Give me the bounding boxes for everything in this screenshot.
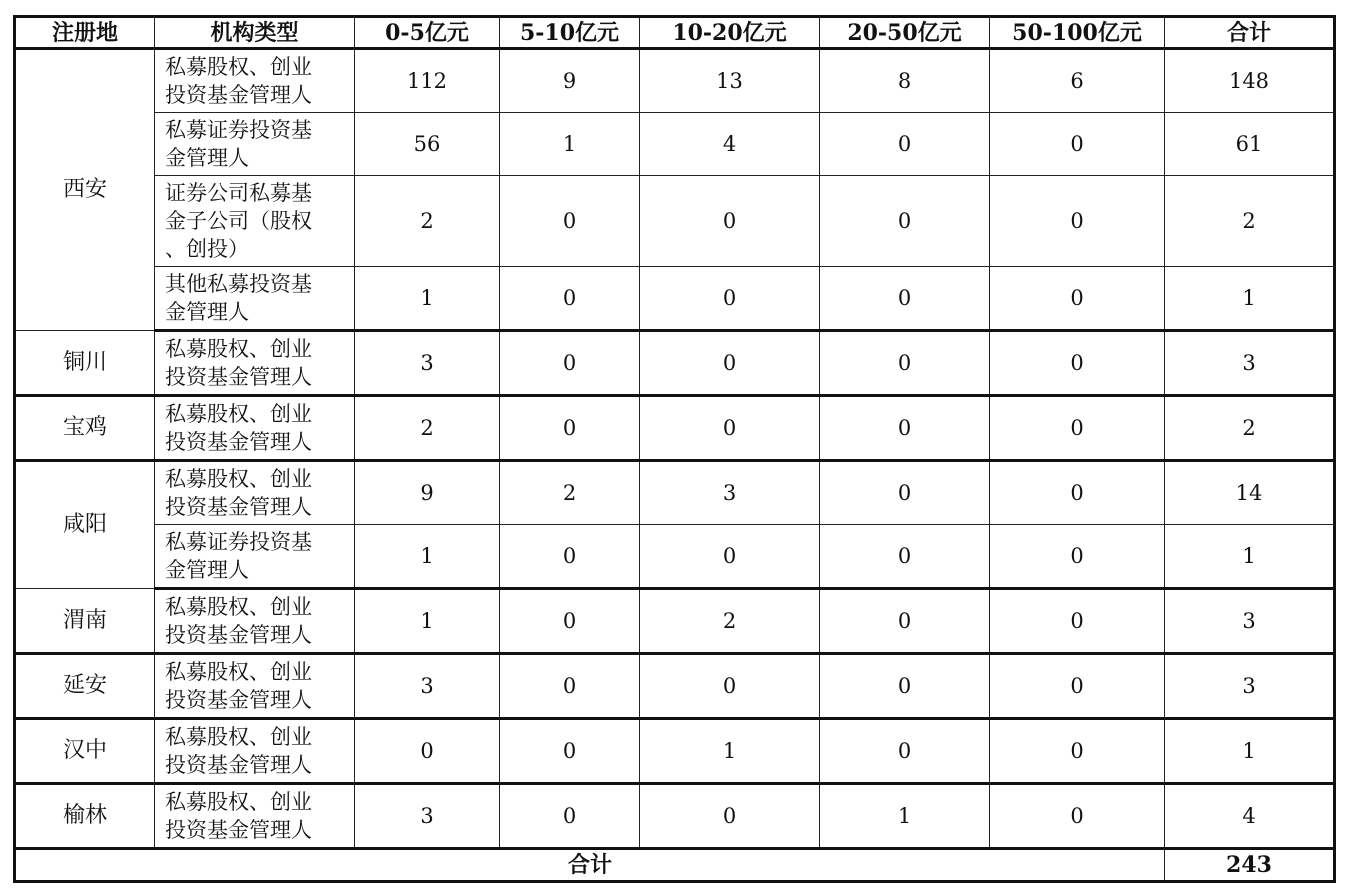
value-cell: 1 [355,267,500,331]
row-total-cell: 3 [1165,654,1335,719]
region-cell: 宝鸡 [15,396,155,461]
value-cell: 1 [355,525,500,589]
table-row [15,654,1335,719]
value-cell: 0 [820,654,990,719]
region-cell: 延安 [15,654,155,719]
value-cell: 0 [640,525,820,589]
header-total: 合计 [1165,17,1335,49]
header-type: 机构类型 [155,17,355,49]
value-cell: 0 [820,719,990,784]
value-cell: 112 [355,49,500,113]
table-row [15,267,1335,331]
header-region: 注册地 [15,17,155,49]
value-cell: 0 [355,719,500,784]
region-cell: 渭南 [15,589,155,654]
table-row [15,176,1335,267]
type-cell: 私募股权、创业 投资基金管理人 [155,589,355,654]
value-cell: 0 [820,331,990,396]
header-10-20: 10-20亿元 [640,17,820,49]
row-total-cell: 2 [1165,176,1335,267]
table-row [15,331,1335,396]
row-total-cell: 14 [1165,461,1335,525]
value-cell: 0 [990,589,1165,654]
grand-total-row [15,849,1335,882]
value-cell: 0 [820,267,990,331]
value-cell: 0 [500,654,640,719]
value-cell: 56 [355,113,500,176]
value-cell: 0 [500,589,640,654]
type-cell: 其他私募投资基 金管理人 [155,267,355,331]
value-cell: 9 [500,49,640,113]
value-cell: 1 [820,784,990,849]
row-total-cell: 1 [1165,267,1335,331]
region-cell: 西安 [15,49,155,331]
row-total-cell: 61 [1165,113,1335,176]
value-cell: 0 [500,719,640,784]
row-total-cell: 148 [1165,49,1335,113]
header-0-5: 0-5亿元 [355,17,500,49]
header-50-100: 50-100亿元 [990,17,1165,49]
type-cell: 私募股权、创业 投资基金管理人 [155,49,355,113]
value-cell: 0 [500,176,640,267]
value-cell: 6 [990,49,1165,113]
value-cell: 1 [355,589,500,654]
value-cell: 3 [355,654,500,719]
value-cell: 0 [990,176,1165,267]
value-cell: 0 [990,113,1165,176]
table-row [15,49,1335,113]
type-cell: 私募股权、创业 投资基金管理人 [155,331,355,396]
value-cell: 0 [820,461,990,525]
type-cell: 私募股权、创业 投资基金管理人 [155,784,355,849]
value-cell: 0 [820,396,990,461]
type-cell: 私募股权、创业 投资基金管理人 [155,461,355,525]
table-row [15,589,1335,654]
value-cell: 2 [355,396,500,461]
type-cell: 私募股权、创业 投资基金管理人 [155,396,355,461]
row-total-cell: 1 [1165,719,1335,784]
value-cell: 0 [990,654,1165,719]
table-row [15,525,1335,589]
value-cell: 0 [640,176,820,267]
value-cell: 1 [500,113,640,176]
fund-manager-table [13,15,1336,883]
value-cell: 0 [990,784,1165,849]
value-cell: 2 [500,461,640,525]
table-row [15,719,1335,784]
value-cell: 0 [640,396,820,461]
type-cell: 证券公司私募基 金子公司（股权 、创投） [155,176,355,267]
value-cell: 0 [500,784,640,849]
value-cell: 0 [990,461,1165,525]
type-cell: 私募证券投资基 金管理人 [155,113,355,176]
value-cell: 0 [500,525,640,589]
value-cell: 1 [640,719,820,784]
table-row [15,784,1335,849]
grand-total-label: 合计 [15,849,1165,882]
value-cell: 0 [990,267,1165,331]
grand-total-value: 243 [1165,849,1335,882]
value-cell: 9 [355,461,500,525]
region-cell: 汉中 [15,719,155,784]
value-cell: 0 [990,525,1165,589]
value-cell: 2 [640,589,820,654]
value-cell: 0 [640,784,820,849]
region-cell: 咸阳 [15,461,155,589]
value-cell: 8 [820,49,990,113]
value-cell: 0 [640,654,820,719]
value-cell: 0 [820,113,990,176]
row-total-cell: 4 [1165,784,1335,849]
value-cell: 0 [820,589,990,654]
value-cell: 0 [820,525,990,589]
row-total-cell: 3 [1165,589,1335,654]
value-cell: 0 [640,267,820,331]
table-row [15,113,1335,176]
value-cell: 0 [640,331,820,396]
value-cell: 13 [640,49,820,113]
value-cell: 0 [500,396,640,461]
value-cell: 2 [355,176,500,267]
value-cell: 0 [500,267,640,331]
value-cell: 4 [640,113,820,176]
value-cell: 3 [355,331,500,396]
table-row [15,461,1335,525]
type-cell: 私募股权、创业 投资基金管理人 [155,719,355,784]
header-20-50: 20-50亿元 [820,17,990,49]
type-cell: 私募证券投资基 金管理人 [155,525,355,589]
value-cell: 0 [820,176,990,267]
value-cell: 0 [500,331,640,396]
type-cell: 私募股权、创业 投资基金管理人 [155,654,355,719]
value-cell: 0 [990,331,1165,396]
header-5-10: 5-10亿元 [500,17,640,49]
value-cell: 0 [990,719,1165,784]
header-row [15,17,1335,49]
row-total-cell: 3 [1165,331,1335,396]
row-total-cell: 2 [1165,396,1335,461]
value-cell: 3 [640,461,820,525]
row-total-cell: 1 [1165,525,1335,589]
value-cell: 3 [355,784,500,849]
region-cell: 榆林 [15,784,155,849]
table-row [15,396,1335,461]
value-cell: 0 [990,396,1165,461]
region-cell: 铜川 [15,331,155,396]
